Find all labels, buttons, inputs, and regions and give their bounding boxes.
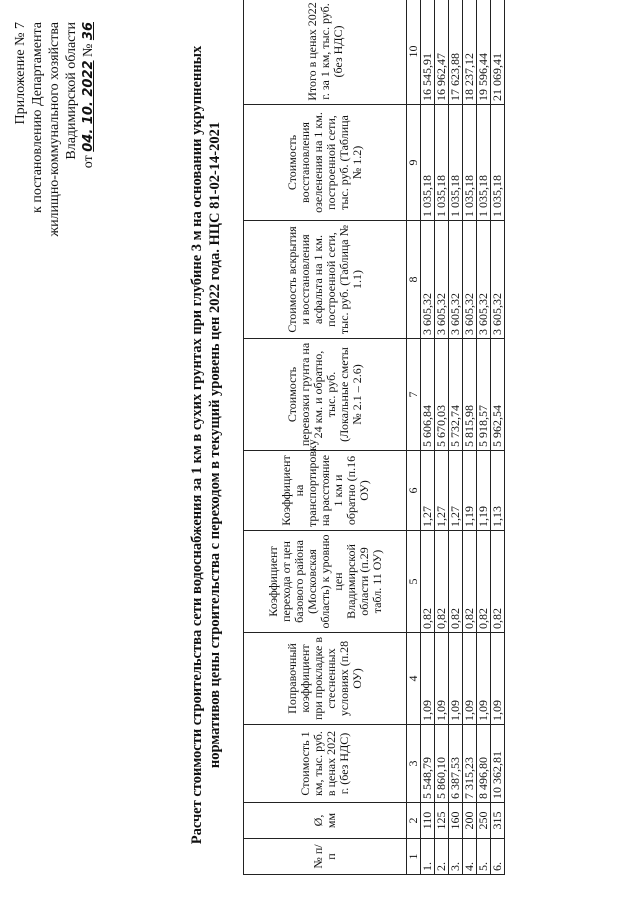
column-number-cell: 4 (407, 633, 421, 725)
base-cost-cell: 5 860,10 (435, 725, 449, 803)
header-cell: Стоимость 1 км, тыс. руб. в ценах 2022 г. (без НДС) (244, 725, 407, 803)
base-cost-cell: 8 496,80 (477, 725, 491, 803)
correction-coef-cell: 1,09 (421, 633, 435, 725)
soil-transport-cost-cell: 5 670,03 (435, 339, 449, 451)
table-row (449, 0, 463, 875)
table-header-row (244, 0, 407, 875)
header-cell: Ø, мм (244, 803, 407, 839)
base-cost-cell: 5 548,79 (421, 725, 435, 803)
total-cost-cell: 16 962,47 (435, 0, 449, 105)
correction-coef-cell: 1,09 (449, 633, 463, 725)
correction-coef-cell: 1,09 (435, 633, 449, 725)
header-cell: Стоимость вскрытия и восстановления асфальта на 1 км. построенной сети, тыс. руб. (Таблица № 1.1) (244, 221, 407, 339)
number-prefix: № (81, 43, 96, 57)
cost-table (243, 0, 505, 875)
table-row (435, 0, 449, 875)
regional-coef-cell: 0,82 (463, 531, 477, 633)
column-number-cell: 7 (407, 339, 421, 451)
transport-coef-cell: 1,19 (463, 451, 477, 531)
transport-coef-cell: 1,19 (477, 451, 491, 531)
header-cell: Коэффициент на транспортировку на расстояние 1 км и обратно (п.16 ОУ) (244, 451, 407, 531)
regional-coef-cell: 0,82 (435, 531, 449, 633)
title-line-2: нормативов цены строительства с переходом в текущий уровень цен 2022 года. НЦС 81-02-14-2021 (207, 121, 223, 769)
transport-coef-cell: 1,27 (435, 451, 449, 531)
diameter-cell: 125 (435, 803, 449, 839)
table-row (463, 0, 477, 875)
header-cell: Поправочный коэффициент при прокладке в стесненных условиях (п.28 ОУ) (244, 633, 407, 725)
column-number-cell: 5 (407, 531, 421, 633)
row-number-cell: 1. (421, 839, 435, 875)
correction-coef-cell: 1,09 (477, 633, 491, 725)
diameter-cell: 110 (421, 803, 435, 839)
base-cost-cell: 7 315,23 (463, 725, 477, 803)
row-number-cell: 6. (491, 839, 505, 875)
transport-coef-cell: 1,27 (449, 451, 463, 531)
appendix-block (12, 22, 97, 322)
asphalt-cost-cell: 3 605,32 (449, 221, 463, 339)
header-cell: Стоимость восстановления озеленения на 1 км. построенной сети, тыс. руб. (Таблица № 1.2) (244, 105, 407, 221)
correction-coef-cell: 1,09 (491, 633, 505, 725)
regional-coef-cell: 0,82 (421, 531, 435, 633)
asphalt-cost-cell: 3 605,32 (421, 221, 435, 339)
column-number-cell: 3 (407, 725, 421, 803)
landscaping-cost-cell: 1 035,18 (421, 105, 435, 221)
diameter-cell: 200 (463, 803, 477, 839)
asphalt-cost-cell: 3 605,32 (435, 221, 449, 339)
asphalt-cost-cell: 3 605,32 (491, 221, 505, 339)
asphalt-cost-cell: 3 605,32 (477, 221, 491, 339)
handwritten-number: 36 (81, 22, 96, 41)
document-title (188, 5, 224, 885)
total-cost-cell: 16 545,91 (421, 0, 435, 105)
base-cost-cell: 6 387,53 (449, 725, 463, 803)
title-line-1: Расчет стоимости строительства сети водоснабжения за 1 км в сухих грунтах при глубине 3 м на основании укрупненных (189, 45, 205, 845)
diameter-cell: 315 (491, 803, 505, 839)
column-number-cell: 10 (407, 0, 421, 105)
appendix-department-line: жилищно-коммунального хозяйства (47, 22, 62, 237)
column-number-row (407, 0, 421, 875)
landscaping-cost-cell: 1 035,18 (491, 105, 505, 221)
row-number-cell: 5. (477, 839, 491, 875)
column-number-cell: 8 (407, 221, 421, 339)
handwritten-date: 04. 10. 2022 (81, 60, 96, 152)
soil-transport-cost-cell: 5 918,57 (477, 339, 491, 451)
total-cost-cell: 19 596,44 (477, 0, 491, 105)
landscaping-cost-cell: 1 035,18 (477, 105, 491, 221)
transport-coef-cell: 1,13 (491, 451, 505, 531)
correction-coef-cell: 1,09 (463, 633, 477, 725)
asphalt-cost-cell: 3 605,32 (463, 221, 477, 339)
column-number-cell: 2 (407, 803, 421, 839)
table-row (477, 0, 491, 875)
landscaping-cost-cell: 1 035,18 (435, 105, 449, 221)
soil-transport-cost-cell: 5 732,74 (449, 339, 463, 451)
header-cell: Итого в ценах 2022 г. за 1 км, тыс. руб. (без НДС) (244, 0, 407, 105)
table-row (421, 0, 435, 875)
total-cost-cell: 17 623,88 (449, 0, 463, 105)
table-row (491, 0, 505, 875)
header-cell: № п/п (244, 839, 407, 875)
header-cell: Коэффициент перехода от цен базового района (Московская область) к уровню цен Владимирской области (п.29 табл. 11 ОУ) (244, 531, 407, 633)
landscaping-cost-cell: 1 035,18 (463, 105, 477, 221)
total-cost-cell: 18 237,12 (463, 0, 477, 105)
total-cost-cell: 21 069,41 (491, 0, 505, 105)
soil-transport-cost-cell: 5 815,98 (463, 339, 477, 451)
header-cell: Стоимость перевозки грунта на 24 км. и обратно, тыс. руб. (Локальные сметы № 2.1 – 2.6) (244, 339, 407, 451)
transport-coef-cell: 1,27 (421, 451, 435, 531)
appendix-date-line (80, 22, 97, 322)
appendix-decree-line: к постановлению Департамента (30, 22, 45, 213)
landscaping-cost-cell: 1 035,18 (449, 105, 463, 221)
diameter-cell: 250 (477, 803, 491, 839)
row-number-cell: 4. (463, 839, 477, 875)
diameter-cell: 160 (449, 803, 463, 839)
soil-transport-cost-cell: 5 606,84 (421, 339, 435, 451)
appendix-number: Приложение № 7 (13, 22, 28, 125)
column-number-cell: 9 (407, 105, 421, 221)
row-number-cell: 2. (435, 839, 449, 875)
regional-coef-cell: 0,82 (477, 531, 491, 633)
appendix-region-line: Владимирской области (64, 22, 79, 160)
row-number-cell: 3. (449, 839, 463, 875)
soil-transport-cost-cell: 5 962,54 (491, 339, 505, 451)
column-number-cell: 6 (407, 451, 421, 531)
regional-coef-cell: 0,82 (449, 531, 463, 633)
regional-coef-cell: 0,82 (491, 531, 505, 633)
base-cost-cell: 10 362,81 (491, 725, 505, 803)
column-number-cell: 1 (407, 839, 421, 875)
date-prefix: от (81, 155, 96, 169)
